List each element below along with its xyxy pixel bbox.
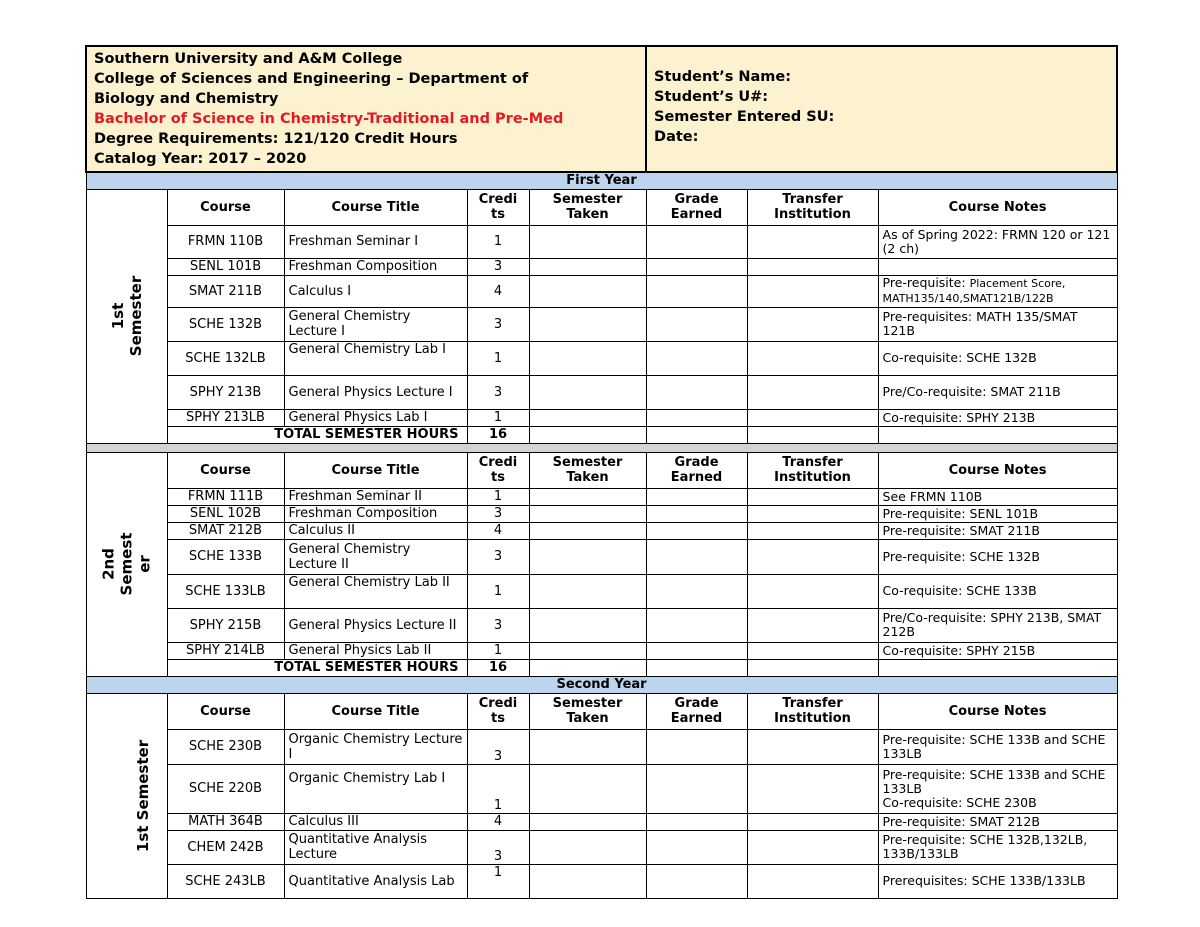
course-notes: Co-requisite: SCHE 132B — [878, 341, 1117, 375]
table-row — [86, 574, 1117, 608]
semester-taken-cell[interactable] — [529, 522, 646, 539]
table-row — [86, 539, 1117, 574]
semester-taken-cell[interactable] — [529, 225, 646, 258]
col-transfer-institution: Transfer Institution — [747, 189, 878, 225]
course-code: SENL 102B — [167, 505, 284, 522]
col-course-notes: Course Notes — [878, 189, 1117, 225]
course-credits: 3 — [467, 830, 529, 864]
course-title: General Physics Lab II — [284, 642, 467, 659]
course-title: Quantitative Analysis Lecture — [284, 830, 467, 864]
grade-earned-cell[interactable] — [646, 225, 747, 258]
table-row — [86, 341, 1117, 375]
course-title: Calculus I — [284, 275, 467, 307]
course-notes: Pre-requisite: SCHE 132B,132LB, 133B/133LB — [878, 830, 1117, 864]
table-row — [86, 813, 1117, 830]
table-row — [86, 608, 1117, 642]
col-credits: Credi ts — [467, 189, 529, 225]
semester-taken-cell[interactable] — [529, 574, 646, 608]
col-credits: Credi ts — [467, 693, 529, 729]
semester-taken-cell[interactable] — [529, 830, 646, 864]
grade-earned-cell[interactable] — [646, 642, 747, 659]
transfer-institution-cell[interactable] — [747, 375, 878, 409]
course-code: SPHY 213LB — [167, 409, 284, 426]
department-name: Biology and Chemistry — [94, 91, 279, 107]
table-row — [86, 375, 1117, 409]
grade-earned-cell[interactable] — [646, 275, 747, 307]
grade-earned-cell[interactable] — [646, 539, 747, 574]
semester-taken-cell[interactable] — [529, 539, 646, 574]
col-semester-taken: Semester Taken — [529, 452, 646, 488]
table-row — [86, 488, 1117, 505]
course-credits: 3 — [467, 505, 529, 522]
course-title: General Physics Lab I — [284, 409, 467, 426]
table-row — [86, 505, 1117, 522]
table-row — [86, 275, 1117, 307]
course-credits: 4 — [467, 813, 529, 830]
col-course-notes: Course Notes — [878, 693, 1117, 729]
transfer-institution-cell[interactable] — [747, 864, 878, 898]
course-code: SCHE 220B — [167, 764, 284, 813]
col-grade-earned: Grade Earned — [646, 189, 747, 225]
transfer-institution-cell[interactable] — [747, 225, 878, 258]
course-code: SCHE 133LB — [167, 574, 284, 608]
course-notes: Pre-requisite: SMAT 211B — [878, 522, 1117, 539]
empty-cell — [529, 659, 646, 676]
course-credits: 1 — [467, 409, 529, 426]
course-notes: Pre-requisite: Placement Score, MATH135/140,SMAT121B/122B — [878, 275, 1117, 307]
course-code: MATH 364B — [167, 813, 284, 830]
course-code: CHEM 242B — [167, 830, 284, 864]
total-row — [86, 659, 1117, 676]
table-row — [86, 864, 1117, 898]
degree-plan-table — [85, 45, 1118, 899]
course-code: SPHY 214LB — [167, 642, 284, 659]
grade-earned-cell[interactable] — [646, 830, 747, 864]
course-notes: See FRMN 110B — [878, 488, 1117, 505]
course-credits: 1 — [467, 341, 529, 375]
table-row — [86, 522, 1117, 539]
course-title: Quantitative Analysis Lab — [284, 864, 467, 898]
course-code: FRMN 110B — [167, 225, 284, 258]
grade-earned-cell[interactable] — [646, 505, 747, 522]
course-code: FRMN 111B — [167, 488, 284, 505]
course-title: General Physics Lecture I — [284, 375, 467, 409]
course-title: Organic Chemistry Lecture I — [284, 729, 467, 764]
total-label: TOTAL SEMESTER HOURS — [167, 659, 467, 676]
col-grade-earned: Grade Earned — [646, 693, 747, 729]
transfer-institution-cell[interactable] — [747, 488, 878, 505]
grade-earned-cell[interactable] — [646, 864, 747, 898]
college-name: College of Sciences and Engineering – Department of — [94, 71, 529, 87]
transfer-institution-cell[interactable] — [747, 258, 878, 275]
col-course: Course — [167, 693, 284, 729]
transfer-institution-cell[interactable] — [747, 522, 878, 539]
transfer-institution-cell[interactable] — [747, 539, 878, 574]
section-divider — [86, 443, 1117, 452]
table-row — [86, 729, 1117, 764]
program-title: Bachelor of Science in Chemistry-Traditional and Pre-Med — [94, 111, 564, 127]
degree-requirements: Degree Requirements: 121/120 Credit Hours — [94, 131, 458, 147]
course-title: Freshman Composition — [284, 505, 467, 522]
semester-taken-cell[interactable] — [529, 341, 646, 375]
course-code: SCHE 230B — [167, 729, 284, 764]
course-code: SMAT 211B — [167, 275, 284, 307]
semester-taken-cell[interactable] — [529, 275, 646, 307]
semester-label-3: 1st Semester — [86, 693, 167, 898]
student-name-label: Student’s Name: — [654, 69, 792, 85]
col-course-notes: Course Notes — [878, 452, 1117, 488]
table-row — [86, 642, 1117, 659]
course-credits: 1 — [467, 642, 529, 659]
semester-taken-cell[interactable] — [529, 375, 646, 409]
semester-taken-cell[interactable] — [529, 729, 646, 764]
course-title: Calculus II — [284, 522, 467, 539]
grade-earned-cell[interactable] — [646, 764, 747, 813]
table-row — [86, 830, 1117, 864]
course-title: General Chemistry Lab I — [284, 341, 467, 375]
course-title: Freshman Seminar II — [284, 488, 467, 505]
grade-earned-cell[interactable] — [646, 488, 747, 505]
grade-earned-cell[interactable] — [646, 574, 747, 608]
semester-taken-cell[interactable] — [529, 642, 646, 659]
university-name: Southern University and A&M College — [94, 51, 403, 67]
transfer-institution-cell[interactable] — [747, 505, 878, 522]
table-row — [86, 409, 1117, 426]
col-course: Course — [167, 189, 284, 225]
course-code: SCHE 132LB — [167, 341, 284, 375]
transfer-institution-cell[interactable] — [747, 830, 878, 864]
course-credits: 3 — [467, 539, 529, 574]
semester-taken-cell[interactable] — [529, 488, 646, 505]
table-row — [86, 764, 1117, 813]
date-label: Date: — [654, 129, 699, 145]
col-semester-taken: Semester Taken — [529, 693, 646, 729]
semester-label-2: 2nd Semest er — [86, 452, 167, 676]
empty-cell — [747, 426, 878, 443]
transfer-institution-cell[interactable] — [747, 764, 878, 813]
transfer-institution-cell[interactable] — [747, 409, 878, 426]
table-row — [86, 225, 1117, 258]
grade-earned-cell[interactable] — [646, 375, 747, 409]
grade-earned-cell[interactable] — [646, 813, 747, 830]
empty-cell — [646, 426, 747, 443]
total-hours: 16 — [467, 659, 529, 676]
course-code: SENL 101B — [167, 258, 284, 275]
course-notes: Co-requisite: SCHE 133B — [878, 574, 1117, 608]
course-title: Freshman Seminar I — [284, 225, 467, 258]
catalog-year: Catalog Year: 2017 – 2020 — [94, 151, 307, 167]
course-title: General Chemistry Lab II — [284, 574, 467, 608]
course-notes: Pre-requisite: SMAT 212B — [878, 813, 1117, 830]
col-credits: Credi ts — [467, 452, 529, 488]
course-credits: 1 — [467, 764, 529, 813]
course-title: Freshman Composition — [284, 258, 467, 275]
semester-entered-label: Semester Entered SU: — [654, 109, 835, 125]
semester-taken-cell[interactable] — [529, 608, 646, 642]
table-row — [86, 307, 1117, 341]
course-title: Organic Chemistry Lab I — [284, 764, 467, 813]
course-credits: 1 — [467, 574, 529, 608]
course-credits: 3 — [467, 258, 529, 275]
course-notes: Pre/Co-requisite: SMAT 211B — [878, 375, 1117, 409]
empty-cell — [646, 659, 747, 676]
grade-earned-cell[interactable] — [646, 341, 747, 375]
transfer-institution-cell[interactable] — [747, 307, 878, 341]
course-notes: Co-requisite: SPHY 215B — [878, 642, 1117, 659]
course-title: Calculus III — [284, 813, 467, 830]
course-code: SCHE 133B — [167, 539, 284, 574]
student-info — [646, 46, 1117, 172]
grade-earned-cell[interactable] — [646, 522, 747, 539]
course-code: SCHE 132B — [167, 307, 284, 341]
course-notes — [878, 258, 1117, 275]
col-semester-taken: Semester Taken — [529, 189, 646, 225]
table-row — [86, 258, 1117, 275]
course-title: General Chemistry Lecture II — [284, 539, 467, 574]
course-notes: Prerequisites: SCHE 133B/133LB — [878, 864, 1117, 898]
col-course-title: Course Title — [284, 189, 467, 225]
grade-earned-cell[interactable] — [646, 258, 747, 275]
transfer-institution-cell[interactable] — [747, 275, 878, 307]
course-credits: 3 — [467, 375, 529, 409]
course-credits: 1 — [467, 864, 529, 898]
course-code: SPHY 213B — [167, 375, 284, 409]
col-transfer-institution: Transfer Institution — [747, 693, 878, 729]
grade-earned-cell[interactable] — [646, 307, 747, 341]
course-credits: 1 — [467, 225, 529, 258]
course-notes: Pre-requisite: SENL 101B — [878, 505, 1117, 522]
semester-taken-cell[interactable] — [529, 813, 646, 830]
year-heading-second: Second Year — [86, 676, 1117, 693]
grade-earned-cell[interactable] — [646, 409, 747, 426]
semester-taken-cell[interactable] — [529, 764, 646, 813]
empty-cell — [529, 426, 646, 443]
grade-earned-cell[interactable] — [646, 608, 747, 642]
course-code: SPHY 215B — [167, 608, 284, 642]
transfer-institution-cell[interactable] — [747, 642, 878, 659]
semester-taken-cell[interactable] — [529, 505, 646, 522]
course-code: SCHE 243LB — [167, 864, 284, 898]
semester-taken-cell[interactable] — [529, 409, 646, 426]
course-code: SMAT 212B — [167, 522, 284, 539]
transfer-institution-cell[interactable] — [747, 813, 878, 830]
col-grade-earned: Grade Earned — [646, 452, 747, 488]
course-notes: Pre-requisite: SCHE 133B and SCHE 133LB — [878, 729, 1117, 764]
program-header — [86, 46, 646, 172]
semester-taken-cell[interactable] — [529, 864, 646, 898]
course-notes: As of Spring 2022: FRMN 120 or 121 (2 ch) — [878, 225, 1117, 258]
course-credits: 3 — [467, 608, 529, 642]
course-credits: 3 — [467, 307, 529, 341]
total-label: TOTAL SEMESTER HOURS — [167, 426, 467, 443]
year-heading-first: First Year — [86, 172, 1117, 189]
course-notes: Pre-requisites: MATH 135/SMAT 121B — [878, 307, 1117, 341]
course-title: General Physics Lecture II — [284, 608, 467, 642]
semester-taken-cell[interactable] — [529, 258, 646, 275]
transfer-institution-cell[interactable] — [747, 574, 878, 608]
course-credits: 3 — [467, 729, 529, 764]
course-notes: Co-requisite: SPHY 213B — [878, 409, 1117, 426]
transfer-institution-cell[interactable] — [747, 729, 878, 764]
empty-cell — [747, 659, 878, 676]
empty-cell — [878, 659, 1117, 676]
course-credits: 1 — [467, 488, 529, 505]
course-credits: 4 — [467, 275, 529, 307]
empty-cell — [878, 426, 1117, 443]
course-notes: Pre/Co-requisite: SPHY 213B, SMAT 212B — [878, 608, 1117, 642]
semester-taken-cell[interactable] — [529, 307, 646, 341]
student-u-label: Student’s U#: — [654, 89, 769, 105]
transfer-institution-cell[interactable] — [747, 608, 878, 642]
course-notes: Pre-requisite: SCHE 133B and SCHE 133LB Co-requisite: SCHE 230B — [878, 764, 1117, 813]
col-transfer-institution: Transfer Institution — [747, 452, 878, 488]
col-course: Course — [167, 452, 284, 488]
course-credits: 4 — [467, 522, 529, 539]
course-title: General Chemistry Lecture I — [284, 307, 467, 341]
course-notes: Pre-requisite: SCHE 132B — [878, 539, 1117, 574]
transfer-institution-cell[interactable] — [747, 341, 878, 375]
col-course-title: Course Title — [284, 693, 467, 729]
col-course-title: Course Title — [284, 452, 467, 488]
semester-label-1: 1st Semester — [86, 189, 167, 443]
total-hours: 16 — [467, 426, 529, 443]
grade-earned-cell[interactable] — [646, 729, 747, 764]
total-row — [86, 426, 1117, 443]
